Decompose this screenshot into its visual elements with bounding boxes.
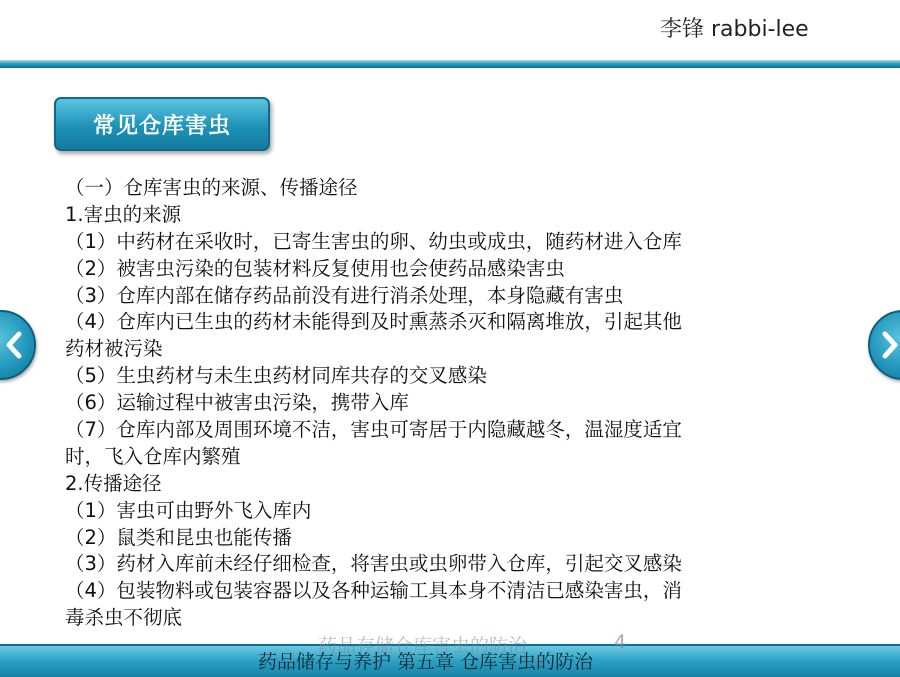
page-number: 4	[614, 631, 627, 653]
text-line: （3）仓库内部在储存药品前没有进行消杀处理，本身隐藏有害虫	[65, 283, 624, 307]
header-divider	[0, 60, 900, 68]
text-line: （1）中药材在采收时，已寄生害虫的卵、幼虫或成虫，随药材进入仓库	[65, 229, 682, 253]
next-slide-button[interactable]	[868, 310, 900, 380]
text-line: （一）仓库害虫的来源、传播途径	[65, 176, 358, 199]
text-line: （3）药材入库前未经仔细检查，将害虫或虫卵带入仓库，引起交叉感染	[65, 552, 682, 576]
text-line: （2）鼠类和昆虫也能传播	[65, 525, 292, 549]
text-line: （6）运输过程中被害虫污染，携带入库	[65, 391, 409, 415]
text-line: （1）害虫可由野外飞入库内	[65, 498, 312, 522]
author-label: 李锋 rabbi-lee	[660, 17, 809, 42]
prev-slide-button[interactable]	[0, 310, 36, 380]
text-line: （4）包装物料或包装容器以及各种运输工具本身不清洁已感染害虫，消	[65, 579, 682, 603]
text-line: 1.害虫的来源	[65, 202, 182, 226]
footer-ghost-title: 药品存储仓库害虫的防治	[318, 635, 528, 657]
text-line: 毒杀虫不彻底	[65, 606, 183, 630]
text-line: 时，飞入仓库内繁殖	[65, 444, 241, 468]
text-line: （5）生虫药材与未生虫药材同库共存的交叉感染	[65, 364, 487, 388]
section-title-tab	[54, 97, 270, 151]
section-title: 常见仓库害虫	[92, 113, 231, 139]
text-line: 2.传播途径	[65, 471, 162, 495]
text-line: （7）仓库内部及周围环境不洁，害虫可寄居于内隐藏越冬，温湿度适宜	[65, 418, 682, 442]
chevron-left-icon	[4, 331, 24, 359]
text-line: （2）被害虫污染的包装材料反复使用也会使药品感染害虫	[65, 256, 565, 280]
text-line: （4）仓库内已生虫的药材未能得到及时熏蒸杀灭和隔离堆放，引起其他	[65, 310, 682, 334]
footer-title: 药品储存与养护 第五章 仓库害虫的防治	[258, 651, 594, 673]
text-line: 药材被污染	[65, 337, 163, 361]
chevron-right-icon	[880, 331, 900, 359]
body-text	[65, 175, 785, 632]
